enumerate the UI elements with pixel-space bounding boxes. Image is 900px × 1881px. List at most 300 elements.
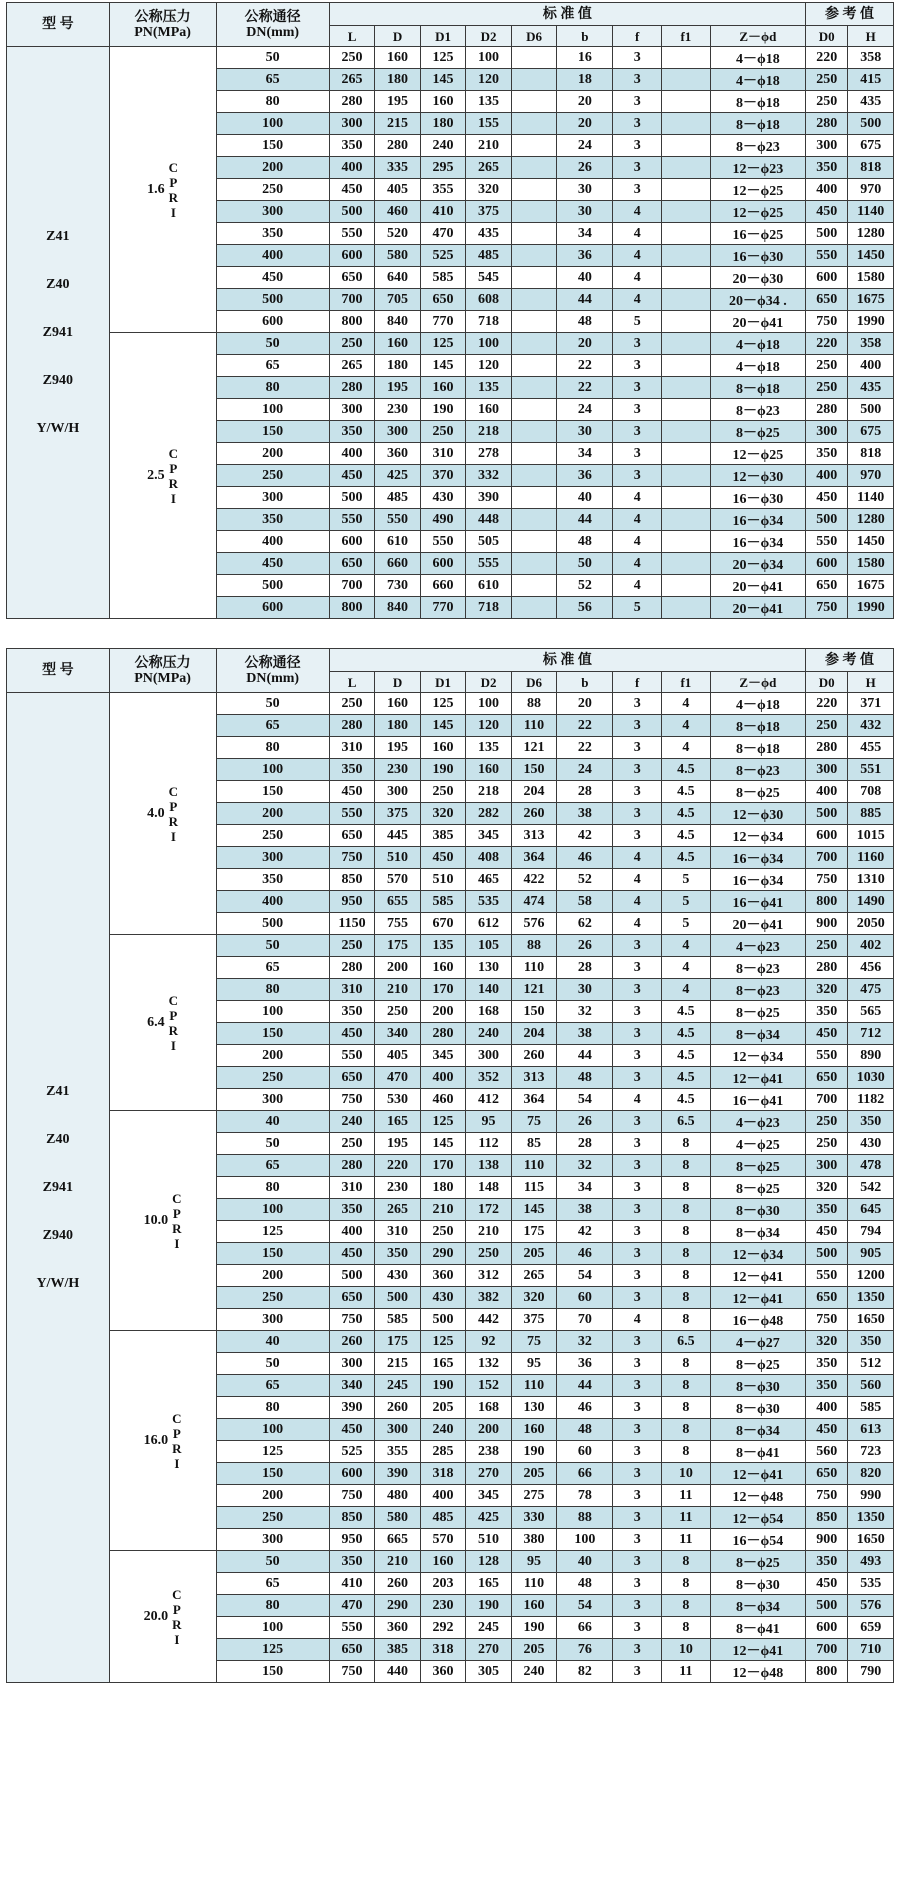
- col-header-z-d: Z－ϕd: [710, 672, 805, 693]
- dn-cell: 100: [216, 1617, 329, 1639]
- value-cell: 110: [511, 957, 557, 979]
- value-cell: 125: [420, 1331, 466, 1353]
- value-cell: 278: [466, 443, 512, 465]
- value-cell: 3: [613, 1177, 662, 1199]
- value-cell: 1350: [848, 1507, 894, 1529]
- value-cell: 8: [662, 1133, 711, 1155]
- value-cell: 755: [375, 913, 421, 935]
- material-code-letter: R: [172, 1220, 182, 1236]
- value-cell: 250: [806, 715, 848, 737]
- value-cell: 54: [557, 1265, 613, 1287]
- value-cell: 3: [613, 135, 662, 157]
- value-cell: 95: [466, 1111, 512, 1133]
- value-cell: 135: [420, 935, 466, 957]
- model-code: Z941: [42, 1179, 73, 1195]
- value-cell: 465: [466, 869, 512, 891]
- value-cell: 450: [806, 1221, 848, 1243]
- value-cell: [511, 333, 557, 355]
- value-cell: 16－ϕ34: [710, 869, 805, 891]
- value-cell: 66: [557, 1617, 613, 1639]
- model-code: Z41: [46, 1083, 70, 1099]
- dn-cell: 65: [216, 1573, 329, 1595]
- value-cell: [662, 443, 711, 465]
- value-cell: 265: [511, 1265, 557, 1287]
- value-cell: [662, 531, 711, 553]
- value-cell: 400: [806, 465, 848, 487]
- value-cell: 350: [806, 1551, 848, 1573]
- value-cell: 210: [420, 1199, 466, 1221]
- value-cell: 88: [511, 693, 557, 715]
- value-cell: 250: [806, 935, 848, 957]
- value-cell: 5: [613, 311, 662, 333]
- value-cell: 570: [420, 1529, 466, 1551]
- dn-cell: 250: [216, 825, 329, 847]
- dn-cell: 50: [216, 935, 329, 957]
- value-cell: 16: [557, 47, 613, 69]
- value-cell: 250: [806, 69, 848, 91]
- value-cell: 600: [329, 1463, 375, 1485]
- value-cell: 125: [420, 47, 466, 69]
- value-cell: 250: [329, 47, 375, 69]
- value-cell: 34: [557, 443, 613, 465]
- value-cell: 320: [511, 1287, 557, 1309]
- value-cell: 525: [420, 245, 466, 267]
- value-cell: 610: [466, 575, 512, 597]
- col-header-f1: f1: [662, 672, 711, 693]
- value-cell: 576: [848, 1595, 894, 1617]
- value-cell: 650: [806, 1287, 848, 1309]
- value-cell: 310: [329, 1177, 375, 1199]
- value-cell: 170: [420, 979, 466, 1001]
- value-cell: 8: [662, 1177, 711, 1199]
- value-cell: 12－ϕ25: [710, 179, 805, 201]
- value-cell: 550: [375, 509, 421, 531]
- dn-cell: 250: [216, 465, 329, 487]
- material-code-letter: P: [169, 1007, 178, 1023]
- value-cell: 345: [466, 1485, 512, 1507]
- value-cell: [662, 179, 711, 201]
- value-cell: 723: [848, 1441, 894, 1463]
- value-cell: 900: [806, 1529, 848, 1551]
- value-cell: 16－ϕ48: [710, 1309, 805, 1331]
- value-cell: 600: [806, 553, 848, 575]
- value-cell: 1580: [848, 553, 894, 575]
- value-cell: 4: [613, 201, 662, 223]
- value-cell: 500: [329, 487, 375, 509]
- dn-cell: 80: [216, 91, 329, 113]
- value-cell: [662, 113, 711, 135]
- material-code-letter: C: [172, 1410, 182, 1426]
- value-cell: 8: [662, 1551, 711, 1573]
- value-cell: 1675: [848, 575, 894, 597]
- dn-cell: 600: [216, 311, 329, 333]
- value-cell: 1015: [848, 825, 894, 847]
- value-cell: 310: [329, 979, 375, 1001]
- material-code-letter: I: [170, 1037, 176, 1053]
- value-cell: 790: [848, 1661, 894, 1683]
- dn-cell: 250: [216, 1507, 329, 1529]
- value-cell: 500: [806, 509, 848, 531]
- value-cell: 8－ϕ25: [710, 781, 805, 803]
- value-cell: 505: [466, 531, 512, 553]
- value-cell: 3: [613, 355, 662, 377]
- value-cell: 750: [329, 1661, 375, 1683]
- value-cell: 550: [329, 1617, 375, 1639]
- value-cell: 4: [613, 245, 662, 267]
- value-cell: 542: [848, 1177, 894, 1199]
- value-cell: 430: [375, 1265, 421, 1287]
- dn-cell: 50: [216, 333, 329, 355]
- value-cell: 650: [806, 1463, 848, 1485]
- value-cell: 650: [329, 1639, 375, 1661]
- dn-cell: 450: [216, 267, 329, 289]
- value-cell: 335: [375, 157, 421, 179]
- value-cell: 4: [613, 553, 662, 575]
- value-cell: 3: [613, 1023, 662, 1045]
- value-cell: 40: [557, 1551, 613, 1573]
- value-cell: 1030: [848, 1067, 894, 1089]
- value-cell: 8－ϕ23: [710, 399, 805, 421]
- value-cell: 950: [329, 1529, 375, 1551]
- value-cell: [511, 575, 557, 597]
- value-cell: 485: [466, 245, 512, 267]
- value-cell: [662, 597, 711, 619]
- pressure-value: 10.0: [143, 1212, 169, 1228]
- material-code-letter: I: [174, 1455, 180, 1471]
- dn-cell: 100: [216, 1199, 329, 1221]
- value-cell: 20: [557, 113, 613, 135]
- value-cell: 675: [848, 135, 894, 157]
- value-cell: 1990: [848, 597, 894, 619]
- value-cell: 1990: [848, 311, 894, 333]
- value-cell: 8－ϕ23: [710, 957, 805, 979]
- value-cell: 8: [662, 1441, 711, 1463]
- value-cell: 8－ϕ30: [710, 1199, 805, 1221]
- value-cell: 3: [613, 1001, 662, 1023]
- value-cell: 585: [375, 1309, 421, 1331]
- dn-cell: 500: [216, 289, 329, 311]
- model-code: Z940: [42, 372, 73, 388]
- material-code-letter: R: [168, 189, 179, 205]
- value-cell: 565: [848, 1001, 894, 1023]
- value-cell: 3: [613, 443, 662, 465]
- value-cell: 600: [806, 1617, 848, 1639]
- value-cell: 890: [848, 1045, 894, 1067]
- dn-cell: 600: [216, 597, 329, 619]
- value-cell: 450: [806, 201, 848, 223]
- value-cell: 493: [848, 1551, 894, 1573]
- value-cell: 4: [613, 267, 662, 289]
- value-cell: 8－ϕ34: [710, 1023, 805, 1045]
- value-cell: 312: [466, 1265, 512, 1287]
- value-cell: [511, 597, 557, 619]
- value-cell: 8: [662, 1265, 711, 1287]
- value-cell: 770: [420, 597, 466, 619]
- value-cell: 125: [420, 693, 466, 715]
- value-cell: 70: [557, 1309, 613, 1331]
- value-cell: 520: [375, 223, 421, 245]
- value-cell: 650: [329, 267, 375, 289]
- value-cell: 950: [329, 891, 375, 913]
- value-cell: 500: [848, 113, 894, 135]
- pressure-header-line2: PN(MPa): [134, 670, 191, 686]
- value-cell: 150: [511, 1001, 557, 1023]
- value-cell: 20－ϕ34: [710, 553, 805, 575]
- pressure-group-cell: [109, 333, 216, 619]
- value-cell: 24: [557, 759, 613, 781]
- value-cell: 3: [613, 1419, 662, 1441]
- value-cell: 535: [466, 891, 512, 913]
- pressure-header: [109, 649, 216, 693]
- value-cell: 400: [329, 1221, 375, 1243]
- value-cell: 3: [613, 1221, 662, 1243]
- value-cell: 75: [511, 1331, 557, 1353]
- value-cell: 355: [375, 1441, 421, 1463]
- value-cell: 250: [329, 1133, 375, 1155]
- value-cell: 358: [848, 333, 894, 355]
- material-code-letter: C: [168, 445, 179, 461]
- value-cell: 470: [420, 223, 466, 245]
- value-cell: 435: [848, 377, 894, 399]
- value-cell: 358: [848, 47, 894, 69]
- value-cell: 250: [375, 1001, 421, 1023]
- value-cell: 270: [466, 1463, 512, 1485]
- value-cell: 12－ϕ54: [710, 1507, 805, 1529]
- table-row: [7, 1551, 894, 1573]
- value-cell: 660: [420, 575, 466, 597]
- value-cell: 12－ϕ25: [710, 443, 805, 465]
- value-cell: 750: [329, 847, 375, 869]
- value-cell: 160: [420, 737, 466, 759]
- value-cell: 16－ϕ30: [710, 245, 805, 267]
- value-cell: 121: [511, 979, 557, 1001]
- dn-cell: 300: [216, 487, 329, 509]
- value-cell: 20－ϕ41: [710, 913, 805, 935]
- value-cell: 550: [806, 245, 848, 267]
- value-cell: 645: [848, 1199, 894, 1221]
- value-cell: 8－ϕ30: [710, 1375, 805, 1397]
- value-cell: 3: [613, 91, 662, 113]
- value-cell: 40: [557, 267, 613, 289]
- value-cell: 150: [511, 759, 557, 781]
- value-cell: 585: [420, 891, 466, 913]
- value-cell: 885: [848, 803, 894, 825]
- value-cell: 10: [662, 1463, 711, 1485]
- dn-cell: 250: [216, 1067, 329, 1089]
- diameter-header-line1: 公称通径: [244, 655, 301, 671]
- value-cell: 210: [466, 1221, 512, 1243]
- value-cell: 300: [329, 1353, 375, 1375]
- value-cell: 8－ϕ25: [710, 421, 805, 443]
- value-cell: 245: [466, 1617, 512, 1639]
- value-cell: 650: [806, 289, 848, 311]
- value-cell: 4.5: [662, 803, 711, 825]
- model-code: Z40: [46, 1131, 70, 1147]
- material-code-letter: I: [170, 490, 176, 506]
- value-cell: 750: [329, 1485, 375, 1507]
- value-cell: 160: [420, 377, 466, 399]
- value-cell: 585: [848, 1397, 894, 1419]
- value-cell: 12－ϕ41: [710, 1265, 805, 1287]
- value-cell: 4: [613, 289, 662, 311]
- dn-cell: 300: [216, 201, 329, 223]
- pressure-header: [109, 3, 216, 47]
- value-cell: 12－ϕ23: [710, 157, 805, 179]
- value-cell: [511, 355, 557, 377]
- value-cell: 410: [329, 1573, 375, 1595]
- value-cell: 708: [848, 781, 894, 803]
- value-cell: 250: [806, 1111, 848, 1133]
- value-cell: 8: [662, 1397, 711, 1419]
- dn-cell: 80: [216, 1177, 329, 1199]
- diameter-header-line1: 公称通径: [244, 9, 301, 25]
- dn-cell: 150: [216, 1463, 329, 1485]
- value-cell: [511, 377, 557, 399]
- value-cell: 240: [420, 135, 466, 157]
- value-cell: 350: [848, 1111, 894, 1133]
- value-cell: 470: [329, 1595, 375, 1617]
- material-code-letter: P: [169, 174, 178, 190]
- col-header-D0: D0: [806, 672, 848, 693]
- dn-cell: 65: [216, 1155, 329, 1177]
- value-cell: 160: [420, 91, 466, 113]
- col-header-f: f: [613, 672, 662, 693]
- value-cell: 30: [557, 421, 613, 443]
- value-cell: 16－ϕ41: [710, 891, 805, 913]
- dn-cell: 80: [216, 1397, 329, 1419]
- value-cell: 60: [557, 1441, 613, 1463]
- value-cell: 970: [848, 465, 894, 487]
- value-cell: 265: [375, 1199, 421, 1221]
- value-cell: 280: [329, 1155, 375, 1177]
- value-cell: 460: [420, 1089, 466, 1111]
- value-cell: 8－ϕ23: [710, 979, 805, 1001]
- value-cell: 4－ϕ18: [710, 69, 805, 91]
- value-cell: 168: [466, 1397, 512, 1419]
- value-cell: 380: [511, 1529, 557, 1551]
- value-cell: 750: [806, 1485, 848, 1507]
- material-code-letter: I: [174, 1235, 180, 1251]
- value-cell: 20－ϕ41: [710, 311, 805, 333]
- value-cell: 456: [848, 957, 894, 979]
- value-cell: 26: [557, 935, 613, 957]
- value-cell: 305: [466, 1661, 512, 1683]
- standard-values-header: 标 准 值: [329, 649, 805, 672]
- value-cell: 20: [557, 333, 613, 355]
- value-cell: 1182: [848, 1089, 894, 1111]
- dn-cell: 150: [216, 1023, 329, 1045]
- value-cell: 600: [420, 553, 466, 575]
- value-cell: 204: [511, 781, 557, 803]
- value-cell: 500: [375, 1287, 421, 1309]
- value-cell: 75: [511, 1111, 557, 1133]
- value-cell: 850: [329, 869, 375, 891]
- value-cell: 550: [329, 223, 375, 245]
- value-cell: 905: [848, 1243, 894, 1265]
- value-cell: 4.5: [662, 781, 711, 803]
- value-cell: 16－ϕ30: [710, 487, 805, 509]
- value-cell: 8: [662, 1287, 711, 1309]
- dn-cell: 300: [216, 847, 329, 869]
- value-cell: 1650: [848, 1529, 894, 1551]
- value-cell: 46: [557, 1243, 613, 1265]
- valve-spec-table-2: [6, 648, 894, 1683]
- value-cell: 340: [375, 1023, 421, 1045]
- value-cell: 4: [662, 737, 711, 759]
- value-cell: 12－ϕ48: [710, 1661, 805, 1683]
- value-cell: 560: [848, 1375, 894, 1397]
- value-cell: 3: [613, 1529, 662, 1551]
- value-cell: 450: [806, 487, 848, 509]
- model-code: Z40: [46, 276, 70, 292]
- value-cell: 48: [557, 311, 613, 333]
- dn-cell: 400: [216, 245, 329, 267]
- value-cell: 450: [806, 1419, 848, 1441]
- value-cell: 500: [329, 201, 375, 223]
- material-code-letter: C: [172, 1190, 182, 1206]
- value-cell: 145: [420, 355, 466, 377]
- value-cell: 1675: [848, 289, 894, 311]
- value-cell: 8: [662, 1353, 711, 1375]
- value-cell: 210: [466, 135, 512, 157]
- value-cell: 140: [466, 979, 512, 1001]
- value-cell: [662, 201, 711, 223]
- value-cell: 660: [375, 553, 421, 575]
- value-cell: 350: [848, 1331, 894, 1353]
- value-cell: 62: [557, 913, 613, 935]
- value-cell: 230: [375, 759, 421, 781]
- value-cell: 12－ϕ48: [710, 1485, 805, 1507]
- dn-cell: 50: [216, 1551, 329, 1573]
- value-cell: 300: [329, 113, 375, 135]
- value-cell: 8－ϕ34: [710, 1595, 805, 1617]
- value-cell: 44: [557, 289, 613, 311]
- value-cell: 46: [557, 1397, 613, 1419]
- value-cell: 22: [557, 377, 613, 399]
- value-cell: 450: [329, 1023, 375, 1045]
- value-cell: 4: [613, 1089, 662, 1111]
- value-cell: 135: [466, 91, 512, 113]
- value-cell: 44: [557, 1045, 613, 1067]
- value-cell: 28: [557, 1133, 613, 1155]
- value-cell: 4－ϕ18: [710, 355, 805, 377]
- value-cell: [511, 267, 557, 289]
- dn-cell: 300: [216, 1309, 329, 1331]
- value-cell: 8－ϕ18: [710, 737, 805, 759]
- value-cell: 3: [613, 1617, 662, 1639]
- value-cell: 290: [420, 1243, 466, 1265]
- value-cell: 360: [420, 1661, 466, 1683]
- value-cell: 510: [466, 1529, 512, 1551]
- value-cell: 402: [848, 935, 894, 957]
- value-cell: 20: [557, 91, 613, 113]
- value-cell: 48: [557, 1419, 613, 1441]
- value-cell: 3: [613, 1045, 662, 1067]
- value-cell: 16－ϕ34: [710, 509, 805, 531]
- col-header-f1: f1: [662, 26, 711, 47]
- value-cell: 128: [466, 1551, 512, 1573]
- value-cell: 180: [375, 69, 421, 91]
- value-cell: 1200: [848, 1265, 894, 1287]
- value-cell: 712: [848, 1023, 894, 1045]
- value-cell: 8: [662, 1199, 711, 1221]
- value-cell: 400: [420, 1067, 466, 1089]
- value-cell: 425: [466, 1507, 512, 1529]
- value-cell: 160: [466, 399, 512, 421]
- value-cell: 3: [613, 1375, 662, 1397]
- value-cell: 474: [511, 891, 557, 913]
- col-header-H: H: [848, 26, 894, 47]
